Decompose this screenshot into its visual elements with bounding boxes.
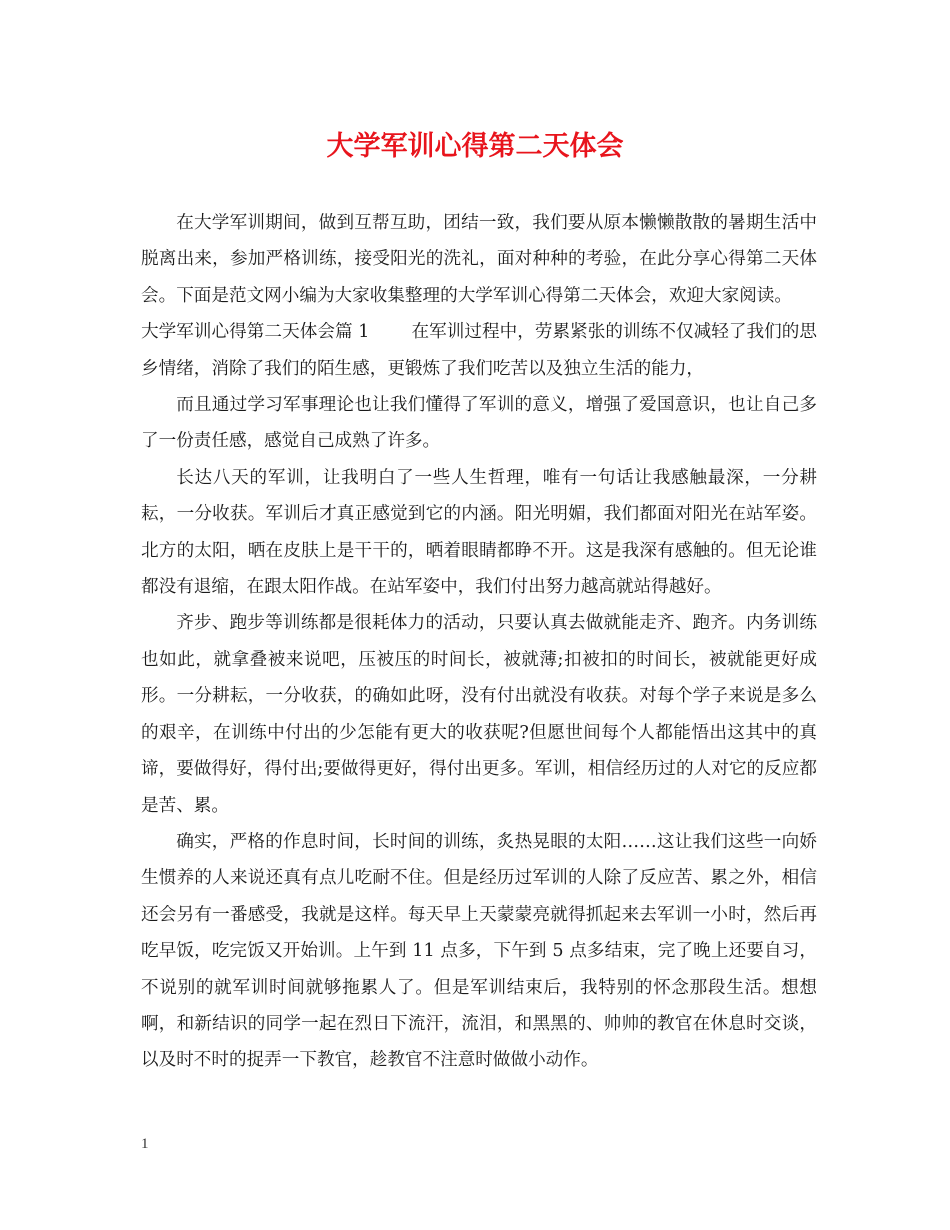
paragraph-3: 长达八天的军训，让我明白了一些人生哲理，唯有一句话让我感触最深，一分耕耘，一分收获。军训后才真正感觉到它的内涵。阳光明媚，我们都面对阳光在站军姿。北方的太阳，晒在皮肤上是干干的，晒着眼睛都睁不开。这是我深有感触的。但无论谁都没有退缩，在跟太阳作战。在站军姿中，我们付出努力越高就站得越好。 — [141, 467, 817, 598]
paragraph-5: 确实，严格的作息时间，长时间的训练，炙热晃眼的太阳……这让我们这些一向娇生惯养的人来说还真有点儿吃耐不住。但是经历过军训的人除了反应苦、累之外，相信还会另有一番感受，我就是这样。每天早上天蒙蒙亮就得抓起来去军训一小时，然后再吃早饭，吃完饭又开始训。上午到 11 点多，下午到 5 点多结束，完了晚上还要自习，不说别的就军训时间就够拖累人了。但是军训结束后，我特别的怀念那段生活。想想啊，和新结识的同学一起在烈日下流汗，流泪，和黑黑的、帅帅的教官在休息时交谈，以及时不时的捉弄一下教官，趁教官不注意时做做小动作。 — [141, 831, 817, 1071]
page-number: 1 — [141, 1136, 149, 1152]
section-paragraph — [141, 314, 817, 387]
paragraph-4: 齐步、跑步等训练都是很耗体力的活动，只要认真去做就能走齐、跑齐。内务训练也如此，就拿叠被来说吧，压被压的时间长，被就薄;扣被扣的时间长，被就能更好成形。一分耕耘，一分收获，的确如此呀，没有付出就没有收获。对每个学子来说是多么的艰辛，在训练中付出的少怎能有更大的收获呢?但愿世间每个人都能悟出这其中的真谛，要做得好，得付出;要做得更好，得付出更多。军训，相信经历过的人对它的反应都是苦、累。 — [141, 613, 817, 816]
section-heading: 大学军训心得第二天体会篇 1 — [141, 322, 370, 343]
paragraph-2: 而且通过学习军事理论也让我们懂得了军训的意义，增强了爱国意识，也让自己多了一份责任感，感觉自己成熟了许多。 — [141, 395, 817, 452]
intro-paragraph: 在大学军训期间，做到互帮互助，团结一致，我们要从原本懒懒散散的暑期生活中脱离出来，参加严格训练，接受阳光的洗礼，面对种种的考验，在此分享心得第二天体会。下面是范文网小编为大家收集整理的大学军训心得第二天体会，欢迎大家阅读。 — [141, 213, 817, 306]
document-body — [141, 205, 817, 1079]
paragraph-1: 在军训过程中，劳累紧张的训练不仅减轻了我们的思乡情绪，消除了我们的陌生感，更锻炼了我们吃苦以及独立生活的能力， — [141, 322, 817, 379]
document-title: 大学军训心得第二天体会 — [326, 131, 624, 162]
